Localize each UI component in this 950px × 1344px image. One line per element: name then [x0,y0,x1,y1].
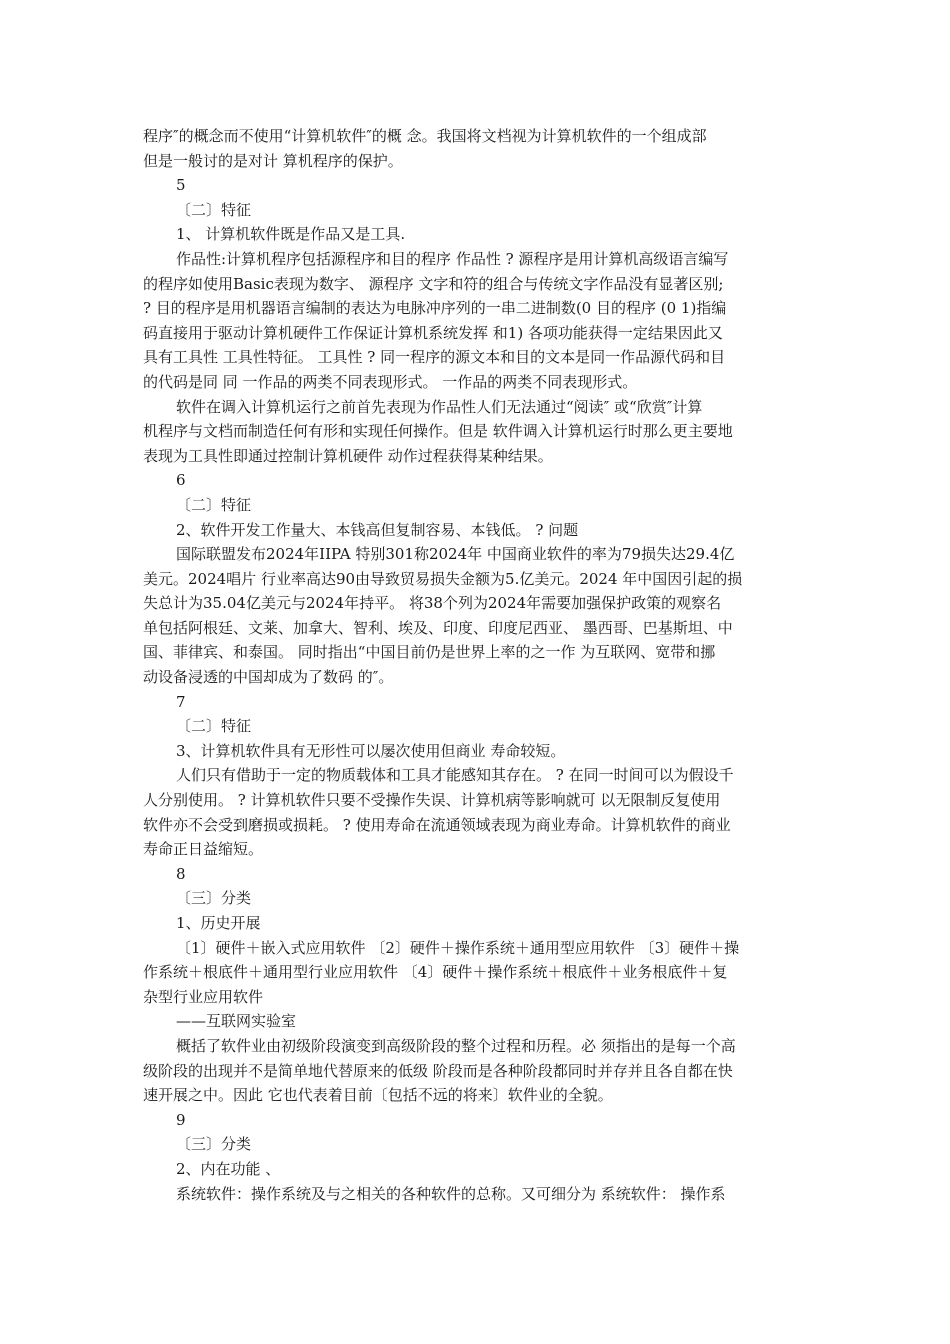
text-line: 〔二〕特征 [176,495,252,514]
text-line: 速开展之中。因此 它也代表着目前〔包括不远的将来〕软件业的全貌。 [143,1086,613,1105]
text-line: 〔三〕分类 [176,889,252,908]
text-line: ? 目的程序是用机器语言编制的表达为电脉冲序列的一串二进制数(0 目的程序 (0 1)指编 [143,299,727,318]
text-line: 软件亦不会受到磨损或损耗。 ? 使用寿命在流通领域表现为商业寿命。计算机软件的商业 [143,815,731,834]
text-line: 但是一般讨的是对计 算机程序的保护。 [143,151,403,170]
text-line: 的代码是同 同 一作品的两类不同表现形式。 一作品的两类不同表现形式。 [143,372,638,391]
text-line: 具有工具性 工具性特征。 工具性 ? 同一程序的源文本和目的文本是同一作品源代码和目 [143,348,726,367]
text-line: 的程序如使用Basic表现为数字、 源程序 文字和符的组合与传统文字作品没有显著区别; [143,274,724,293]
text-line: 6 [176,471,186,490]
text-line: 寿命正日益缩短。 [143,840,264,859]
text-line: 9 [176,1110,186,1129]
text-line: 1、 计算机软件既是作品又是工具. [176,225,406,244]
text-line: 5 [176,176,186,195]
text-line: 单包括阿根廷、文莱、加拿大、智利、埃及、印度、印度尼西亚、 墨西哥、巴基斯坦、中 [143,618,733,637]
text-line: 作系统＋根底件＋通用型行业应用软件 〔4〕硬件＋操作系统＋根底件＋业务根底件＋复 [143,963,728,982]
document-page [143,124,809,1206]
text-line: 失总计为35.04亿美元与2024年持平。 将38个列为2024年需要加强保护政策的观察名 [143,594,722,613]
text-line: 程序″的概念而不使用“计算机软件″的概 念。我国将文档视为计算机软件的一个组成部 [143,127,707,145]
text-line: 杂型行业应用软件 [143,987,264,1006]
text-line: 1、历史开展 [176,914,261,932]
text-line: 美元。2024唱片 行业率高达90由导致贸易损失金额为5.亿美元。2024 年中国因引起的损 [143,569,743,588]
text-line: 机程序与文档而制造任何有形和实现任何操作。但是 软件调入计算机运行时那么更主要地 [143,422,733,441]
text-line: 人们只有借助于一定的物质载体和工具才能感知其存在。 ? 在同一时间可以为假设千 [176,766,734,785]
text-line: 码直接用于驱动计算机硬件工作保证计算机系统发挥 和1) 各项功能获得一定结果因此又 [143,323,723,342]
text-line: 软件在调入计算机运行之前首先表现为作品性人们无法通过“阅读″ 或“欣赏″计算 [176,397,703,416]
text-line: 系统软件：操作系统及与之相关的各种软件的总称。又可细分为 系统软件： 操作系 [176,1184,726,1203]
text-line: ——互联网实验室 [176,1012,297,1031]
text-line: 国际联盟发布2024年IIPA 特别301称2024年 中国商业软件的率为79损失达29.4亿 [176,545,735,564]
text-line: 3、计算机软件具有无形性可以屡次使用但商业 寿命较短。 [176,741,566,760]
text-line: 〔二〕特征 [176,200,252,219]
text-line: 表现为工具性即通过控制计算机硬件 动作过程获得某种结果。 [143,446,553,465]
text-line: 动设备浸透的中国却成为了数码 的″。 [143,668,394,687]
text-line: 〔1〕硬件＋嵌入式应用软件 〔2〕硬件＋操作系统＋通用型应用软件 〔3〕硬件＋操 [176,938,740,957]
text-line: 概括了软件业由初级阶段演变到高级阶段的整个过程和历程。必 须指出的是每一个高 [176,1036,736,1055]
text-line: 2、软件开发工作量大、本钱高但复制容易、本钱低。 ? 问题 [176,520,579,539]
text-line: 作品性:计算机程序包括源程序和目的程序 作品性 ? 源程序是用计算机高级语言编写 [176,249,729,268]
text-line: 〔二〕特征 [176,717,252,736]
text-line: 人分别使用。 ? 计算机软件只要不受操作失误、计算机病等影响就可 以无限制反复使用 [143,791,721,810]
text-line: 2、内在功能 、 [176,1159,281,1178]
text-line: 〔三〕分类 [176,1135,252,1154]
text-line: 国、菲律宾、和泰国。 同时指出“中国目前仍是世界上率的之一作 为互联网、宽带和挪 [143,643,716,662]
text-line: 7 [176,692,186,711]
text-line: 8 [176,864,186,883]
text-line: 级阶段的出现并不是简单地代替原来的低级 阶段而是各种阶段都同时并存并且各自都在快 [143,1061,733,1080]
